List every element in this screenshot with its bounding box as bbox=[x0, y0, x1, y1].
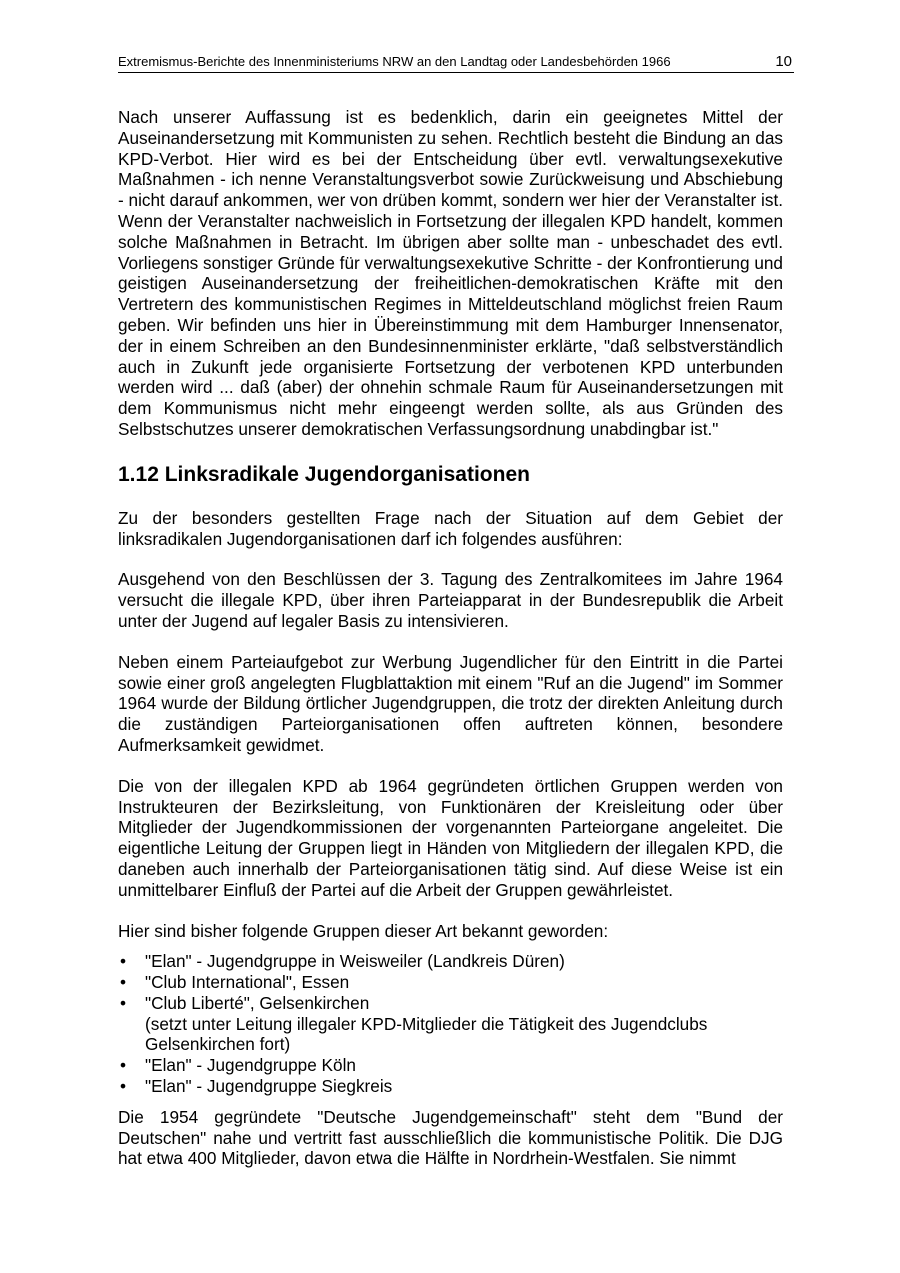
list-item-text: "Club International", Essen bbox=[145, 972, 350, 993]
list-item-text: "Club Liberté", Gelsenkirchen bbox=[145, 992, 370, 1013]
list-item-note: (setzt unter Leitung illegaler KPD-Mitglieder die Tätigkeit des Jugendclubs Gelsenkirchen fort) bbox=[145, 1013, 708, 1055]
list-item bbox=[118, 972, 783, 993]
body-text bbox=[118, 107, 783, 1169]
page-number: 10 bbox=[775, 53, 792, 70]
paragraph: Zu der besonders gestellten Frage nach der Situation auf dem Gebiet der linksradikalen Jugendorganisationen darf ich folgendes ausführen: bbox=[118, 507, 783, 549]
list-item-text: "Elan" - Jugendgruppe Köln bbox=[145, 1055, 356, 1076]
list-item-text: "Elan" - Jugendgruppe in Weisweiler (Landkreis Düren) bbox=[145, 951, 565, 972]
paragraph: Nach unserer Auffassung ist es bedenklich, darin ein geeignetes Mittel der Auseinandersetzung mit Kommunisten zu sehen. Rechtlich besteht die Bindung an das KPD-Verbot. Hier wird es bei der Entscheidung über evtl. verwaltungsexekutive Maßnahmen - ich nenne Veranstaltungsverbot sowie Zurückweisung und Abschiebung - nicht darauf ankommen, wer von drüben kommt, sondern wer hier der Veranstalter ist. Wenn der Veranstalter nachweislich in Fortsetzung der illegalen KPD handelt, kommen solche Maßnahmen in Betracht. Im übrigen aber sollte man - unbeschadet des evtl. Vorliegens sonstiger Gründe für verwaltungsexekutive Schritte - der Konfrontierung und geistigen Auseinandersetzung der freiheitlichen-demokratischen Kräfte mit den Vertretern des kommunistischen Regimes in Mitteldeutschland möglichst freien Raum geben. Wir befinden uns hier in Übereinstimmung mit dem Hamburger Innensenator, der in einem Schreiben an den Bundesinnenminister erklärte, "daß selbstverständlich auch in Zukunft jede organisierte Fortsetzung der verbotenen KPD unterbunden werden wird ... daß (aber) der ohnehin schmale Raum für Auseinandersetzungen mit dem Kommunismus nicht mehr eingeengt werden sollte, als aus Gründen des Selbstschutzes unserer demokratischen Verfassungsordnung unabdingbar ist." bbox=[118, 107, 783, 439]
list-item-text: "Elan" - Jugendgruppe Siegkreis bbox=[145, 1076, 393, 1097]
paragraph: Die 1954 gegründete "Deutsche Jugendgemeinschaft" steht dem "Bund der Deutschen" nahe und vertritt fast ausschließlich die kommunistische Politik. Die DJG hat etwa 400 Mitglieder, davon etwa die Hälfte in Nordrhein-Westfalen. Sie nimmt bbox=[118, 1106, 783, 1169]
paragraph: Hier sind bisher folgende Gruppen dieser Art bekannt geworden: bbox=[118, 920, 609, 941]
paragraph: Die von der illegalen KPD ab 1964 gegründeten örtlichen Gruppen werden von Instrukteuren der Bezirksleitung, von Funktionären der Kreisleitung oder über Mitglieder der Jugendkommissionen der vorgenannten Parteiorgane angeleitet. Die eigentliche Leitung der Gruppen liegt in Händen von Mitgliedern der illegalen KPD, die daneben auch innerhalb der Parteiorganisationen tätig sind. Auf diese Weise ist ein unmittelbarer Einfluß der Partei auf die Arbeit der Gruppen gewährleistet. bbox=[118, 775, 783, 900]
list-item bbox=[118, 993, 783, 1055]
section-heading: 1.12 Linksradikale Jugendorganisationen bbox=[118, 462, 530, 486]
list-item bbox=[118, 1076, 783, 1097]
bullet-icon: • bbox=[120, 1055, 127, 1076]
list-item bbox=[118, 951, 783, 972]
paragraph: Ausgehend von den Beschlüssen der 3. Tagung des Zentralkomitees im Jahre 1964 versucht die illegale KPD, über ihren Parteiapparat in der Bundesrepublik die Arbeit unter der Jugend auf legaler Basis zu intensivieren. bbox=[118, 569, 783, 631]
group-list bbox=[118, 951, 783, 1097]
header-title: Extremismus-Berichte des Innenministeriums NRW an den Landtag oder Landesbehörden 1966 bbox=[118, 54, 671, 69]
bullet-icon: • bbox=[120, 992, 127, 1013]
paragraph: Neben einem Parteiaufgebot zur Werbung Jugendlicher für den Eintritt in die Partei sowie einer groß angelegten Flugblattaktion mit einem "Ruf an die Jugend" im Sommer 1964 wurde der Bildung örtlicher Jugendgruppen, die trotz der direkten Anleitung durch die zuständigen Parteiorganisationen offen auftreten können, besondere Aufmerksamkeit gewidmet. bbox=[118, 651, 783, 755]
list-item bbox=[118, 1055, 783, 1076]
bullet-icon: • bbox=[120, 951, 127, 972]
bullet-icon: • bbox=[120, 972, 127, 993]
running-header bbox=[118, 54, 794, 73]
bullet-icon: • bbox=[120, 1076, 127, 1097]
